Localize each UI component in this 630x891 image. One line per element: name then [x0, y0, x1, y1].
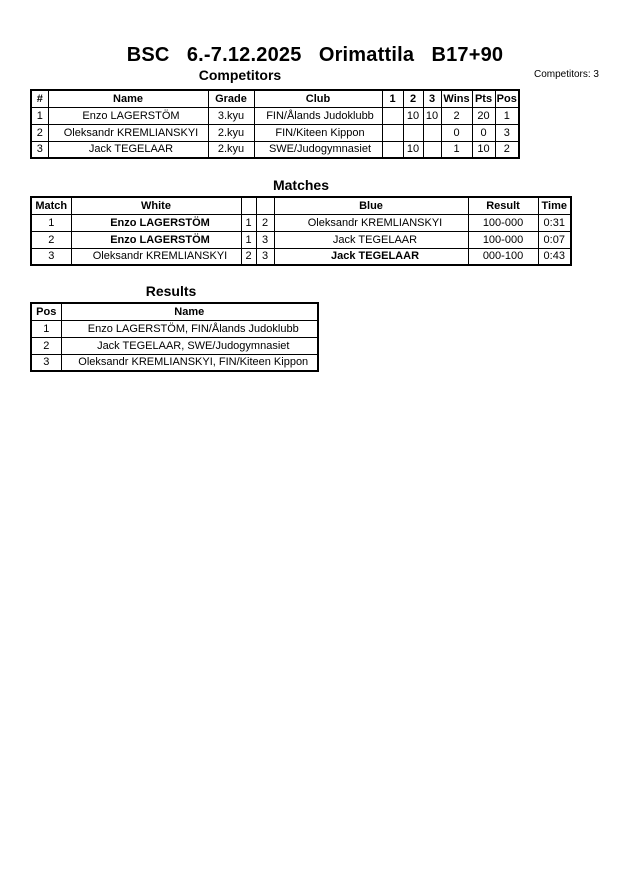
competitor-row — [31, 124, 519, 141]
match-result: 100-000 — [468, 231, 538, 248]
white-competitor-name: Enzo LAGERSTÖM — [71, 214, 241, 231]
competitor-club: FIN/Ålands Judoklubb — [254, 107, 382, 124]
competitor-number: 3 — [31, 141, 48, 158]
competitor-score-2 — [403, 124, 423, 141]
competitor-grade: 3.kyu — [208, 107, 254, 124]
col-header-white: White — [71, 197, 241, 214]
result-competitor: Jack TEGELAAR, SWE/Judogymnasiet — [61, 337, 318, 354]
competitor-pts: 0 — [472, 124, 495, 141]
col-header-name: Name — [61, 303, 318, 320]
competitor-pos: 2 — [495, 141, 519, 158]
match-number: 2 — [31, 231, 71, 248]
competitor-wins: 2 — [441, 107, 472, 124]
col-header-match: Match — [31, 197, 71, 214]
competitor-pts: 10 — [472, 141, 495, 158]
blue-competitor-name: Jack TEGELAAR — [274, 248, 468, 265]
competitors-header-row — [31, 90, 519, 107]
blue-competitor-name: Jack TEGELAAR — [274, 231, 468, 248]
col-header-round1: 1 — [382, 90, 403, 107]
competitor-row — [31, 141, 519, 158]
competitor-pts: 20 — [472, 107, 495, 124]
competitors-table — [30, 89, 520, 159]
col-header-white-num — [241, 197, 256, 214]
competitor-grade: 2.kyu — [208, 141, 254, 158]
competitor-wins: 0 — [441, 124, 472, 141]
col-header-wins: Wins — [441, 90, 472, 107]
match-row — [31, 248, 571, 265]
white-competitor-number: 1 — [241, 214, 256, 231]
match-number: 1 — [31, 214, 71, 231]
col-header-blue: Blue — [274, 197, 468, 214]
competitor-pos: 1 — [495, 107, 519, 124]
col-header-time: Time — [538, 197, 571, 214]
blue-competitor-name: Oleksandr KREMLIANSKYI — [274, 214, 468, 231]
col-header-blue-num — [256, 197, 274, 214]
col-header-pos: Pos — [495, 90, 519, 107]
competitor-name: Jack TEGELAAR — [48, 141, 208, 158]
results-header-row — [31, 303, 318, 320]
result-row — [31, 320, 318, 337]
competitor-wins: 1 — [441, 141, 472, 158]
result-position: 1 — [31, 320, 61, 337]
match-result: 000-100 — [468, 248, 538, 265]
blue-competitor-number: 3 — [256, 248, 274, 265]
competitor-name: Oleksandr KREMLIANSKYI — [48, 124, 208, 141]
competitor-pos: 3 — [495, 124, 519, 141]
competitor-grade: 2.kyu — [208, 124, 254, 141]
competitor-score-2: 10 — [403, 107, 423, 124]
result-position: 3 — [31, 354, 61, 371]
competitor-number: 1 — [31, 107, 48, 124]
match-time: 0:43 — [538, 248, 571, 265]
competitors-count-label: Competitors: 3 — [533, 69, 599, 80]
result-competitor: Enzo LAGERSTÖM, FIN/Ålands Judoklubb — [61, 320, 318, 337]
competitors-section-title: Competitors — [198, 67, 282, 83]
col-header-pts: Pts — [472, 90, 495, 107]
results-table — [30, 302, 319, 372]
col-header-grade: Grade — [208, 90, 254, 107]
page-title: BSC 6.-7.12.2025 Orimattila B17+90 — [126, 44, 504, 66]
competitor-score-1 — [382, 107, 403, 124]
match-time: 0:07 — [538, 231, 571, 248]
col-header-name: Name — [48, 90, 208, 107]
col-header-round2: 2 — [403, 90, 423, 107]
col-header-number: # — [31, 90, 48, 107]
matches-header-row — [31, 197, 571, 214]
match-row — [31, 214, 571, 231]
matches-section-title: Matches — [272, 177, 330, 193]
result-competitor: Oleksandr KREMLIANSKYI, FIN/Kiteen Kippon — [61, 354, 318, 371]
competitor-club: SWE/Judogymnasiet — [254, 141, 382, 158]
match-time: 0:31 — [538, 214, 571, 231]
match-row — [31, 231, 571, 248]
competitor-score-2: 10 — [403, 141, 423, 158]
col-header-pos: Pos — [31, 303, 61, 320]
competitor-row — [31, 107, 519, 124]
white-competitor-number: 2 — [241, 248, 256, 265]
competitor-score-1 — [382, 124, 403, 141]
result-row — [31, 337, 318, 354]
result-position: 2 — [31, 337, 61, 354]
col-header-result: Result — [468, 197, 538, 214]
competitor-score-3 — [423, 124, 441, 141]
blue-competitor-number: 3 — [256, 231, 274, 248]
white-competitor-number: 1 — [241, 231, 256, 248]
matches-table — [30, 196, 572, 266]
match-result: 100-000 — [468, 214, 538, 231]
competitor-score-3: 10 — [423, 107, 441, 124]
col-header-round3: 3 — [423, 90, 441, 107]
white-competitor-name: Oleksandr KREMLIANSKYI — [71, 248, 241, 265]
competitor-score-1 — [382, 141, 403, 158]
results-section-title: Results — [145, 283, 197, 299]
competitor-name: Enzo LAGERSTÖM — [48, 107, 208, 124]
white-competitor-name: Enzo LAGERSTÖM — [71, 231, 241, 248]
competitor-number: 2 — [31, 124, 48, 141]
competitor-score-3 — [423, 141, 441, 158]
match-number: 3 — [31, 248, 71, 265]
col-header-club: Club — [254, 90, 382, 107]
blue-competitor-number: 2 — [256, 214, 274, 231]
result-row — [31, 354, 318, 371]
competitor-club: FIN/Kiteen Kippon — [254, 124, 382, 141]
